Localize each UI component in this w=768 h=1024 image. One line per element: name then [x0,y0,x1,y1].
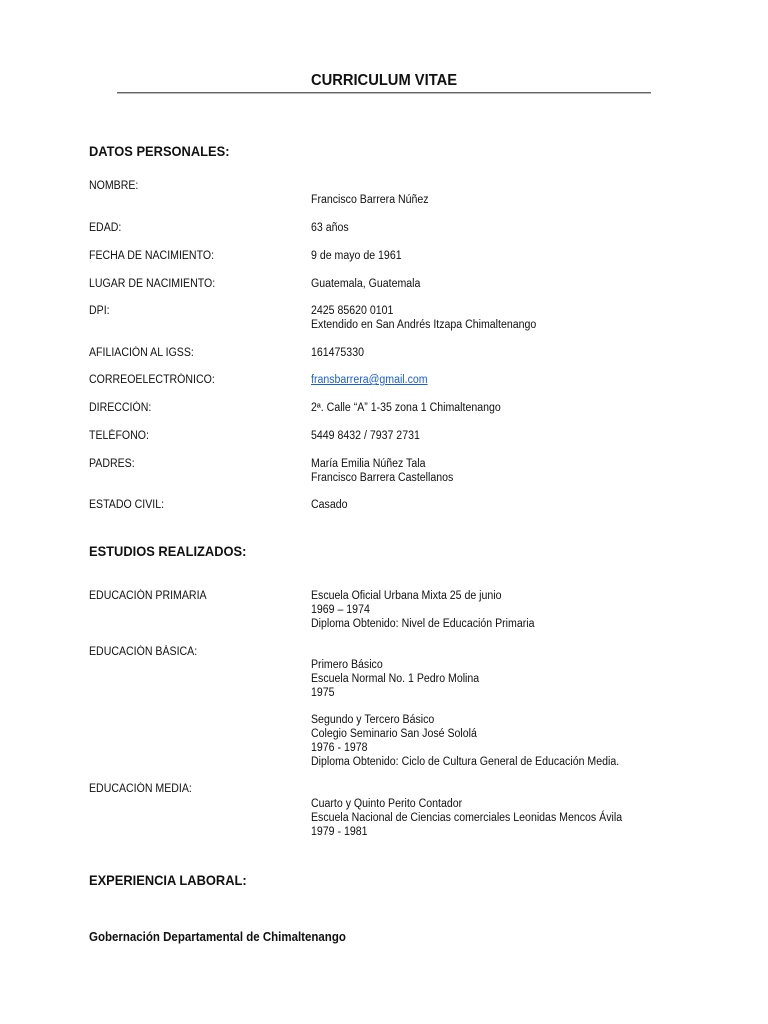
civil-label: ESTADO CIVIL: [89,499,165,511]
basica-value-1 [311,658,479,700]
section-experience-heading: EXPERIENCIA LABORAL: [89,872,247,888]
basica-line: 1976 - 1978 [311,742,368,754]
document-title: CURRICULUM VITAE [310,72,458,89]
media-label: EDUCACIÓN MEDIA: [89,783,192,795]
igss-value: 161475330 [311,347,364,359]
telefono-label: TELÉFONO: [89,430,149,442]
madre-name: María Emilia Núñez Tala [311,458,426,470]
employer-name: Gobernación Departamental de Chimaltenango [89,930,346,944]
padres-label: PADRES: [89,458,135,470]
lugar-label: LUGAR DE NACIMIENTO: [89,278,216,290]
section-personal-heading: DATOS PERSONALES: [89,143,230,159]
basica-line: Segundo y Tercero Básico [311,714,435,726]
fecha-label: FECHA DE NACIMIENTO: [89,250,215,262]
telefono-value: 5449 8432 / 7937 2731 [311,430,420,442]
lugar-value: Guatemala, Guatemala [311,278,421,290]
title-underline [117,92,651,94]
section-studies-heading: ESTUDIOS REALIZADOS: [89,543,247,559]
dpi-extended: Extendido en San Andrés Itzapa Chimaltenango [311,319,537,331]
correo-value-wrap [311,373,428,387]
basica-line: Escuela Normal No. 1 Pedro Molina [311,673,480,685]
basica-value-2 [311,713,619,769]
primaria-label: EDUCACIÓN PRIMARIA [89,590,207,602]
basica-line: Primero Básico [311,659,383,671]
direccion-label: DIRECCIÓN: [89,402,152,414]
dpi-number: 2425 85620 0101 [311,305,394,317]
basica-line: 1975 [311,687,335,699]
civil-value: Casado [311,499,348,511]
padre-name: Francisco Barrera Castellanos [311,472,454,484]
fecha-value: 9 de mayo de 1961 [311,250,402,262]
basica-line: Diploma Obtenido: Ciclo de Cultura General de Educación Media. [311,756,620,768]
email-link[interactable]: fransbarrera@gmail.com [311,374,428,386]
media-line: Cuarto y Quinto Perito Contador [311,798,463,810]
media-line: Escuela Nacional de Ciencias comerciales Leonidas Mencos Ávila [311,812,623,824]
primaria-line: Diploma Obtenido: Nivel de Educación Primaria [311,618,535,630]
igss-label: AFILIACIÓN AL IGSS: [89,347,194,359]
primaria-line: 1969 – 1974 [311,604,370,616]
basica-label: EDUCACIÓN BÁSICA: [89,646,198,658]
correo-label: CORREOELECTRÓNICO: [89,374,215,386]
padres-value [311,457,453,485]
media-value [311,797,622,839]
edad-value: 63 años [311,222,349,234]
primaria-line: Escuela Oficial Urbana Mixta 25 de junio [311,590,502,602]
nombre-value: Francisco Barrera Núñez [311,194,429,206]
dpi-value [311,304,536,332]
edad-label: EDAD: [89,222,122,234]
primaria-value [311,589,534,631]
direccion-value: 2ª. Calle “A” 1-35 zona 1 Chimaltenango [311,402,501,414]
dpi-label: DPI: [89,305,110,317]
basica-line: Colegio Seminario San José Sololá [311,728,477,740]
media-line: 1979 - 1981 [311,826,368,838]
nombre-label: NOMBRE: [89,180,139,192]
